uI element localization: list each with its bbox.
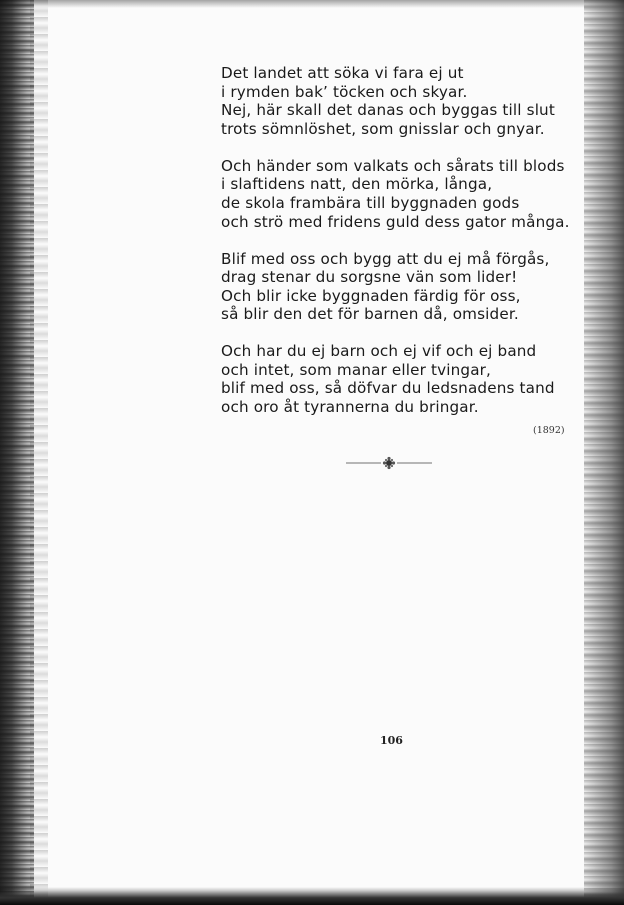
poem-line: blif med oss, så döfvar du ledsnadens tand — [221, 379, 555, 398]
poem-line: trots sömnlöshet, som gnisslar och gnyar. — [221, 119, 545, 138]
floral-divider-icon — [346, 456, 432, 470]
poem-line: och oro åt tyrannerna du bringar. — [221, 398, 479, 417]
poem-line: i slaftidens natt, den mörka, långa, — [221, 175, 493, 194]
poem-line: Nej, här skall det danas och byggas till slut — [221, 101, 555, 120]
stanza-1 — [221, 64, 561, 138]
poem-line: och intet, som manar eller tvingar, — [221, 360, 492, 379]
poem-line: så blir den det för barnen då, omsider. — [221, 305, 519, 324]
stanza-4 — [221, 342, 561, 416]
poem-date: (1892) — [533, 425, 565, 436]
poem-line: Och händer som valkats och sårats till blods — [221, 156, 565, 175]
poem — [221, 64, 570, 435]
stanza-3 — [221, 250, 561, 324]
poem-line: Det landet att söka vi fara ej ut — [221, 64, 464, 82]
scan-edge-left — [0, 0, 34, 905]
scan-edge-top — [0, 0, 624, 8]
poem-line: i rymden bak’ töcken och skyar. — [221, 82, 468, 101]
scan-edge-bottom — [0, 887, 624, 905]
scan-edge-right — [584, 0, 624, 905]
scan-edge-left-shadow — [30, 0, 48, 905]
poem-line: Och blir icke byggnaden färdig för oss, — [221, 286, 521, 305]
page-number: 106 — [380, 734, 403, 747]
poem-line: de skola frambära till byggnaden gods — [221, 193, 520, 212]
poem-line: Och har du ej barn och ej vif och ej band — [221, 342, 537, 361]
poem-line: drag stenar du sorgsne vän som lider! — [221, 268, 518, 287]
poem-line: och strö med fridens guld dess gator många. — [221, 212, 570, 231]
stanza-2 — [221, 156, 570, 231]
poem-line: Blif med oss och bygg att du ej må förgås, — [221, 249, 550, 268]
